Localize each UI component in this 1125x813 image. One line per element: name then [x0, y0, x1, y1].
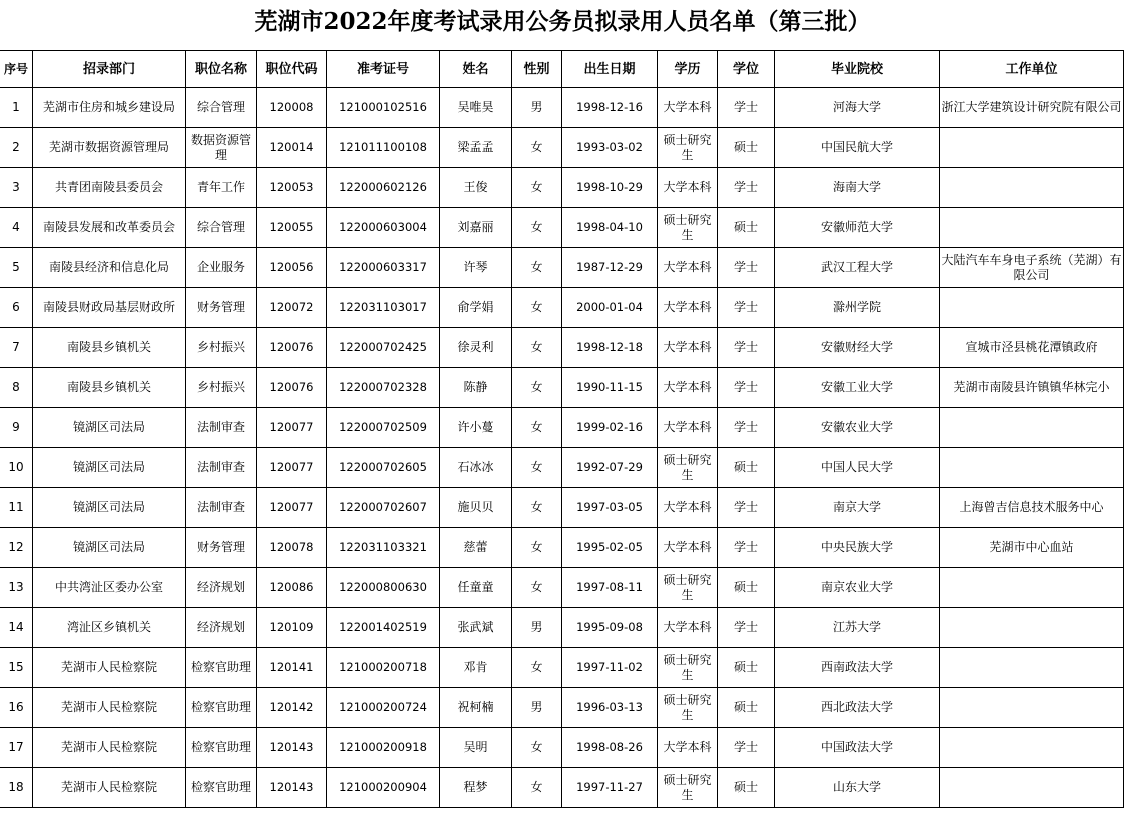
cell-university: 河海大学	[775, 88, 940, 128]
cell-gender: 女	[512, 448, 562, 488]
cell-position-name: 经济规划	[186, 608, 257, 648]
cell-position-code: 120141	[257, 648, 327, 688]
cell-position-name: 企业服务	[186, 248, 257, 288]
cell-education: 硕士研究生	[658, 688, 718, 728]
header-birth-date: 出生日期	[562, 51, 658, 88]
cell-degree: 学士	[718, 728, 775, 768]
cell-degree: 硕士	[718, 448, 775, 488]
cell-birth-date: 1998-12-16	[562, 88, 658, 128]
cell-education: 硕士研究生	[658, 568, 718, 608]
cell-work-unit	[940, 648, 1124, 688]
cell-education: 大学本科	[658, 248, 718, 288]
cell-gender: 女	[512, 248, 562, 288]
cell-birth-date: 1993-03-02	[562, 128, 658, 168]
cell-birth-date: 2000-01-04	[562, 288, 658, 328]
cell-name: 徐灵利	[440, 328, 512, 368]
cell-seq: 3	[0, 168, 33, 208]
cell-university: 中国人民大学	[775, 448, 940, 488]
cell-department: 南陵县发展和改革委员会	[33, 208, 186, 248]
cell-department: 镜湖区司法局	[33, 448, 186, 488]
cell-gender: 男	[512, 688, 562, 728]
cell-position-code: 120078	[257, 528, 327, 568]
cell-name: 张武斌	[440, 608, 512, 648]
table-row	[0, 768, 1124, 808]
cell-department: 芜湖市住房和城乡建设局	[33, 88, 186, 128]
cell-gender: 女	[512, 168, 562, 208]
cell-exam-number: 121000102516	[327, 88, 440, 128]
cell-university: 山东大学	[775, 768, 940, 808]
cell-name: 吴唯昊	[440, 88, 512, 128]
cell-education: 大学本科	[658, 528, 718, 568]
cell-degree: 硕士	[718, 648, 775, 688]
header-education: 学历	[658, 51, 718, 88]
cell-work-unit	[940, 728, 1124, 768]
table-row	[0, 128, 1124, 168]
cell-education: 大学本科	[658, 288, 718, 328]
cell-department: 芜湖市人民检察院	[33, 688, 186, 728]
header-department: 招录部门	[33, 51, 186, 88]
cell-position-code: 120109	[257, 608, 327, 648]
cell-department: 镜湖区司法局	[33, 528, 186, 568]
table-row	[0, 288, 1124, 328]
cell-degree: 学士	[718, 328, 775, 368]
cell-position-code: 120086	[257, 568, 327, 608]
cell-degree: 学士	[718, 248, 775, 288]
cell-seq: 16	[0, 688, 33, 728]
cell-education: 大学本科	[658, 728, 718, 768]
cell-name: 俞学娟	[440, 288, 512, 328]
cell-seq: 14	[0, 608, 33, 648]
cell-university: 江苏大学	[775, 608, 940, 648]
cell-degree: 学士	[718, 288, 775, 328]
cell-university: 安徽工业大学	[775, 368, 940, 408]
cell-degree: 学士	[718, 608, 775, 648]
cell-university: 安徽农业大学	[775, 408, 940, 448]
cell-degree: 学士	[718, 168, 775, 208]
cell-gender: 女	[512, 288, 562, 328]
cell-gender: 女	[512, 648, 562, 688]
cell-birth-date: 1997-11-02	[562, 648, 658, 688]
header-position-code: 职位代码	[257, 51, 327, 88]
cell-seq: 18	[0, 768, 33, 808]
cell-name: 石冰冰	[440, 448, 512, 488]
cell-university: 武汉工程大学	[775, 248, 940, 288]
table-row	[0, 528, 1124, 568]
cell-education: 大学本科	[658, 88, 718, 128]
cell-degree: 硕士	[718, 568, 775, 608]
cell-position-name: 财务管理	[186, 528, 257, 568]
cell-work-unit	[940, 208, 1124, 248]
cell-birth-date: 1997-11-27	[562, 768, 658, 808]
cell-work-unit: 芜湖市南陵县许镇镇华林完小	[940, 368, 1124, 408]
cell-gender: 女	[512, 328, 562, 368]
cell-university: 滁州学院	[775, 288, 940, 328]
cell-birth-date: 1997-03-05	[562, 488, 658, 528]
cell-position-name: 检察官助理	[186, 688, 257, 728]
cell-gender: 女	[512, 528, 562, 568]
cell-seq: 8	[0, 368, 33, 408]
cell-position-code: 120143	[257, 728, 327, 768]
cell-seq: 10	[0, 448, 33, 488]
cell-degree: 学士	[718, 408, 775, 448]
cell-position-name: 乡村振兴	[186, 328, 257, 368]
cell-birth-date: 1995-09-08	[562, 608, 658, 648]
cell-work-unit: 大陆汽车车身电子系统（芜湖）有限公司	[940, 248, 1124, 288]
cell-work-unit: 浙江大学建筑设计研究院有限公司	[940, 88, 1124, 128]
cell-university: 南京大学	[775, 488, 940, 528]
cell-education: 硕士研究生	[658, 448, 718, 488]
cell-exam-number: 121000200724	[327, 688, 440, 728]
cell-name: 许琴	[440, 248, 512, 288]
cell-exam-number: 122001402519	[327, 608, 440, 648]
cell-degree: 硕士	[718, 688, 775, 728]
cell-position-name: 青年工作	[186, 168, 257, 208]
cell-department: 南陵县经济和信息化局	[33, 248, 186, 288]
cell-seq: 7	[0, 328, 33, 368]
cell-birth-date: 1992-07-29	[562, 448, 658, 488]
cell-position-code: 120055	[257, 208, 327, 248]
cell-birth-date: 1987-12-29	[562, 248, 658, 288]
header-exam-number: 准考证号	[327, 51, 440, 88]
table-row	[0, 248, 1124, 288]
header-work-unit: 工作单位	[940, 51, 1124, 88]
cell-department: 芜湖市人民检察院	[33, 728, 186, 768]
cell-degree: 学士	[718, 368, 775, 408]
table-row	[0, 168, 1124, 208]
cell-position-name: 财务管理	[186, 288, 257, 328]
cell-birth-date: 1998-04-10	[562, 208, 658, 248]
cell-gender: 女	[512, 768, 562, 808]
cell-position-name: 数据资源管理	[186, 128, 257, 168]
cell-name: 陈静	[440, 368, 512, 408]
cell-exam-number: 121000200718	[327, 648, 440, 688]
table-row	[0, 608, 1124, 648]
cell-university: 中国民航大学	[775, 128, 940, 168]
header-gender: 性别	[512, 51, 562, 88]
cell-position-name: 综合管理	[186, 208, 257, 248]
cell-exam-number: 122031103017	[327, 288, 440, 328]
cell-position-code: 120076	[257, 368, 327, 408]
cell-work-unit: 上海曾吉信息技术服务中心	[940, 488, 1124, 528]
cell-seq: 4	[0, 208, 33, 248]
page-title: 芜湖市2022年度考试录用公务员拟录用人员名单（第三批）	[254, 8, 871, 35]
table-row	[0, 568, 1124, 608]
cell-gender: 女	[512, 488, 562, 528]
cell-exam-number: 122000702328	[327, 368, 440, 408]
cell-work-unit: 宣城市泾县桃花潭镇政府	[940, 328, 1124, 368]
cell-seq: 5	[0, 248, 33, 288]
cell-education: 大学本科	[658, 368, 718, 408]
cell-university: 中国政法大学	[775, 728, 940, 768]
table-row	[0, 368, 1124, 408]
cell-department: 共青团南陵县委员会	[33, 168, 186, 208]
cell-university: 西北政法大学	[775, 688, 940, 728]
cell-position-code: 120076	[257, 328, 327, 368]
cell-work-unit	[940, 768, 1124, 808]
cell-university: 西南政法大学	[775, 648, 940, 688]
cell-gender: 女	[512, 568, 562, 608]
cell-name: 吴明	[440, 728, 512, 768]
cell-position-name: 经济规划	[186, 568, 257, 608]
cell-birth-date: 1998-12-18	[562, 328, 658, 368]
cell-birth-date: 1995-02-05	[562, 528, 658, 568]
header-degree: 学位	[718, 51, 775, 88]
table-row	[0, 728, 1124, 768]
cell-name: 程梦	[440, 768, 512, 808]
cell-work-unit	[940, 408, 1124, 448]
cell-name: 邓肯	[440, 648, 512, 688]
header-name: 姓名	[440, 51, 512, 88]
cell-position-code: 120053	[257, 168, 327, 208]
cell-gender: 男	[512, 608, 562, 648]
cell-position-code: 120142	[257, 688, 327, 728]
cell-gender: 女	[512, 128, 562, 168]
table-row	[0, 488, 1124, 528]
cell-name: 施贝贝	[440, 488, 512, 528]
cell-exam-number: 121000200918	[327, 728, 440, 768]
cell-university: 安徽财经大学	[775, 328, 940, 368]
cell-position-name: 法制审查	[186, 488, 257, 528]
cell-work-unit	[940, 608, 1124, 648]
cell-gender: 女	[512, 208, 562, 248]
cell-gender: 女	[512, 408, 562, 448]
cell-position-code: 120056	[257, 248, 327, 288]
cell-position-code: 120077	[257, 448, 327, 488]
cell-work-unit: 芜湖市中心血站	[940, 528, 1124, 568]
cell-birth-date: 1998-10-29	[562, 168, 658, 208]
cell-exam-number: 122000702605	[327, 448, 440, 488]
cell-department: 芜湖市数据资源管理局	[33, 128, 186, 168]
cell-name: 慈蕾	[440, 528, 512, 568]
cell-work-unit	[940, 168, 1124, 208]
cell-university: 安徽师范大学	[775, 208, 940, 248]
cell-department: 芜湖市人民检察院	[33, 648, 186, 688]
cell-position-code: 120014	[257, 128, 327, 168]
cell-education: 大学本科	[658, 168, 718, 208]
cell-seq: 9	[0, 408, 33, 448]
cell-seq: 15	[0, 648, 33, 688]
cell-department: 中共湾沚区委办公室	[33, 568, 186, 608]
cell-name: 任童童	[440, 568, 512, 608]
cell-degree: 学士	[718, 88, 775, 128]
cell-birth-date: 1996-03-13	[562, 688, 658, 728]
cell-name: 祝柯楠	[440, 688, 512, 728]
cell-gender: 男	[512, 88, 562, 128]
table-body	[0, 88, 1124, 808]
cell-position-name: 检察官助理	[186, 728, 257, 768]
cell-name: 许小蔓	[440, 408, 512, 448]
cell-work-unit	[940, 288, 1124, 328]
cell-position-name: 综合管理	[186, 88, 257, 128]
cell-position-code: 120077	[257, 488, 327, 528]
cell-position-name: 检察官助理	[186, 768, 257, 808]
cell-university: 中央民族大学	[775, 528, 940, 568]
cell-exam-number: 122000603317	[327, 248, 440, 288]
cell-degree: 学士	[718, 488, 775, 528]
cell-exam-number: 121000200904	[327, 768, 440, 808]
cell-education: 硕士研究生	[658, 648, 718, 688]
header-position-name: 职位名称	[186, 51, 257, 88]
cell-degree: 硕士	[718, 208, 775, 248]
cell-education: 大学本科	[658, 408, 718, 448]
cell-seq: 11	[0, 488, 33, 528]
cell-position-name: 乡村振兴	[186, 368, 257, 408]
cell-position-name: 检察官助理	[186, 648, 257, 688]
cell-birth-date: 1997-08-11	[562, 568, 658, 608]
cell-seq: 1	[0, 88, 33, 128]
cell-position-code: 120072	[257, 288, 327, 328]
cell-exam-number: 122000702607	[327, 488, 440, 528]
table-row	[0, 208, 1124, 248]
table-row	[0, 88, 1124, 128]
cell-degree: 硕士	[718, 768, 775, 808]
cell-department: 镜湖区司法局	[33, 408, 186, 448]
cell-name: 梁孟孟	[440, 128, 512, 168]
cell-position-code: 120143	[257, 768, 327, 808]
cell-education: 硕士研究生	[658, 208, 718, 248]
cell-exam-number: 122000603004	[327, 208, 440, 248]
cell-exam-number: 122000702509	[327, 408, 440, 448]
header-university: 毕业院校	[775, 51, 940, 88]
cell-work-unit	[940, 568, 1124, 608]
cell-exam-number: 122000800630	[327, 568, 440, 608]
table-row	[0, 688, 1124, 728]
cell-education: 硕士研究生	[658, 128, 718, 168]
cell-department: 湾沚区乡镇机关	[33, 608, 186, 648]
cell-degree: 学士	[718, 528, 775, 568]
cell-exam-number: 122000602126	[327, 168, 440, 208]
cell-exam-number: 122000702425	[327, 328, 440, 368]
table-row	[0, 648, 1124, 688]
cell-position-code: 120008	[257, 88, 327, 128]
cell-department: 南陵县财政局基层财政所	[33, 288, 186, 328]
cell-gender: 女	[512, 368, 562, 408]
cell-seq: 6	[0, 288, 33, 328]
cell-seq: 2	[0, 128, 33, 168]
table-row	[0, 328, 1124, 368]
cell-department: 芜湖市人民检察院	[33, 768, 186, 808]
cell-birth-date: 1990-11-15	[562, 368, 658, 408]
cell-department: 镜湖区司法局	[33, 488, 186, 528]
cell-position-name: 法制审查	[186, 408, 257, 448]
cell-university: 海南大学	[775, 168, 940, 208]
cell-seq: 17	[0, 728, 33, 768]
cell-position-code: 120077	[257, 408, 327, 448]
cell-work-unit	[940, 128, 1124, 168]
cell-education: 大学本科	[658, 328, 718, 368]
cell-education: 大学本科	[658, 608, 718, 648]
cell-exam-number: 121011100108	[327, 128, 440, 168]
cell-birth-date: 1998-08-26	[562, 728, 658, 768]
cell-position-name: 法制审查	[186, 448, 257, 488]
cell-department: 南陵县乡镇机关	[33, 368, 186, 408]
cell-department: 南陵县乡镇机关	[33, 328, 186, 368]
header-row	[0, 51, 1124, 88]
cell-education: 硕士研究生	[658, 768, 718, 808]
candidate-table	[0, 50, 1124, 808]
table-row	[0, 408, 1124, 448]
cell-exam-number: 122031103321	[327, 528, 440, 568]
cell-degree: 硕士	[718, 128, 775, 168]
cell-name: 刘嘉丽	[440, 208, 512, 248]
cell-education: 大学本科	[658, 488, 718, 528]
cell-university: 南京农业大学	[775, 568, 940, 608]
table-row	[0, 448, 1124, 488]
cell-seq: 13	[0, 568, 33, 608]
cell-work-unit	[940, 448, 1124, 488]
cell-gender: 女	[512, 728, 562, 768]
cell-birth-date: 1999-02-16	[562, 408, 658, 448]
cell-name: 王俊	[440, 168, 512, 208]
header-seq: 序号	[0, 51, 33, 88]
cell-seq: 12	[0, 528, 33, 568]
cell-work-unit	[940, 688, 1124, 728]
